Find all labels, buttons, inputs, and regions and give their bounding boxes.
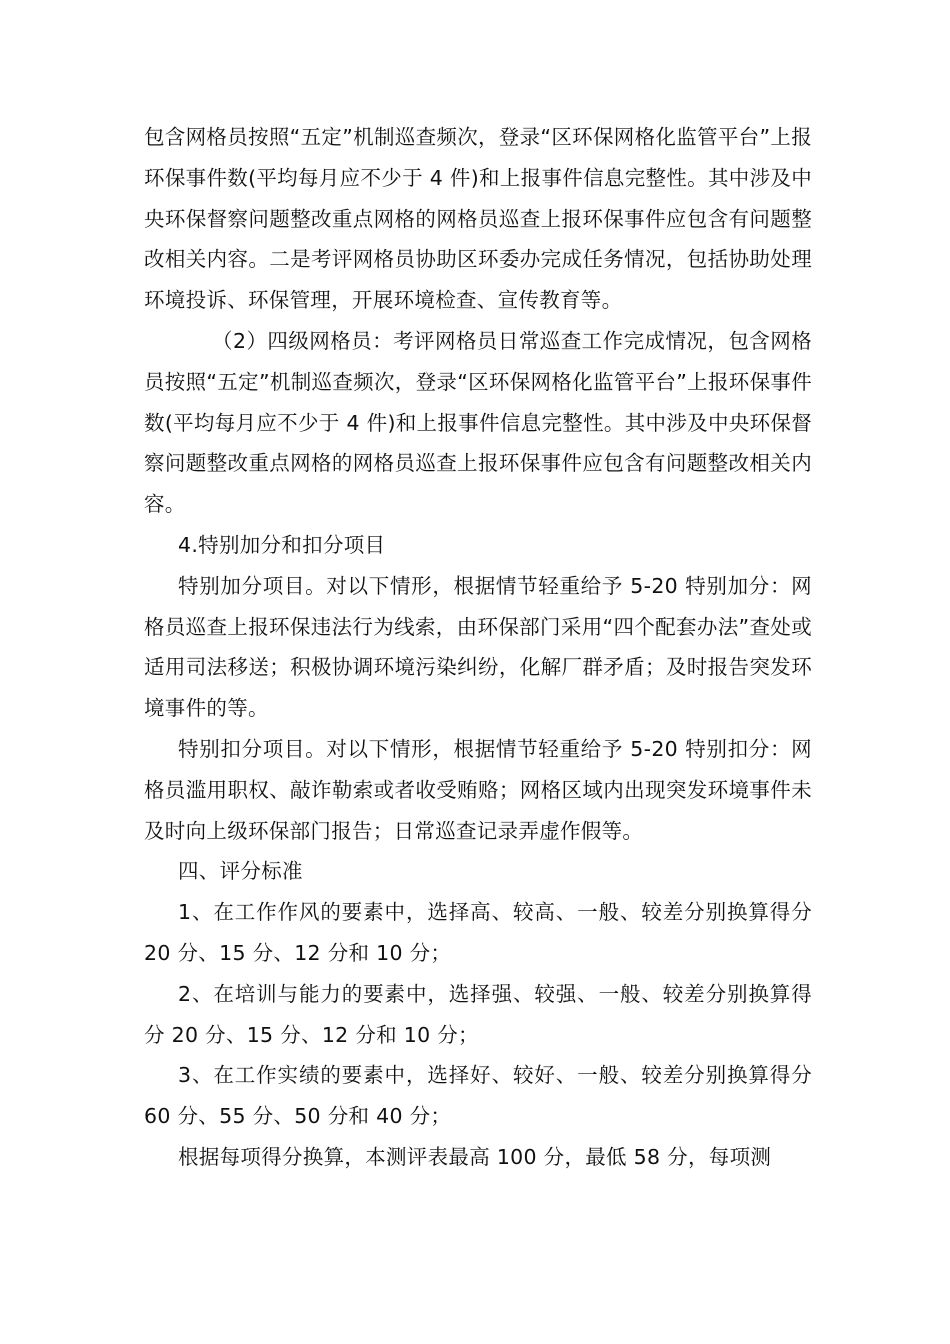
- document-body: [144, 117, 812, 1178]
- paragraph-scoring-3: 3、在工作实绩的要素中，选择好、较好、一般、较差分别换算得分 60 分、55 分、50 分和 40 分；: [144, 1063, 812, 1129]
- paragraph-scoring-2: 2、在培训与能力的要素中，选择强、较强、一般、较差分别换算得分 20 分、15 分、12 分和 10 分；: [144, 981, 812, 1047]
- paragraph-continued-content: 包含网格员按照“五定”机制巡查频次，登录“区环保网格化监管平台”上报环保事件数(平均每月应不少于 4 件)和上报事件信息完整性。其中涉及中央环保督察问题整改重点网格的网格员巡查上报环保事件应包含有问题整改相关内容。二是考评网格员协助区环委办完成任务情况，包括协助处理环境投诉、环保管理，开展环境检查、宣传教育等。: [144, 125, 812, 313]
- paragraph-special-bonus: 特别加分项目。对以下情形，根据情节轻重给予 5-20 特别加分：网格员巡查上报环保违法行为线索，由环保部门采用“四个配套办法”查处或适用司法移送；积极协调环境污染纠纷，化解厂群矛盾；及时报告突发环境事件的等。: [144, 573, 812, 721]
- heading-scoring-standard: 四、评分标准: [178, 859, 303, 884]
- paragraph-level4-gridman: （2）四级网格员：考评网格员日常巡查工作完成情况，包含网格员按照“五定”机制巡查频次，登录“区环保网格化监管平台”上报环保事件数(平均每月应不少于 4 件)和上报事件信息完整性。其中涉及中央环保督察问题整改重点网格的网格员巡查上报环保事件应包含有问题整改相关内容。: [144, 328, 812, 517]
- heading-special-items: 4.特别加分和扣分项目: [178, 532, 386, 557]
- paragraph-special-deduction: 特别扣分项目。对以下情形，根据情节轻重给予 5-20 特别扣分：网格员滥用职权、敲诈勒索或者收受贿赂；网格区域内出现突发环境事件未及时向上级环保部门报告；日常巡查记录弄虚作假等。: [144, 736, 812, 843]
- paragraph-scoring-1: 1、在工作作风的要素中，选择高、较高、一般、较差分别换算得分 20 分、15 分、12 分和 10 分；: [144, 900, 812, 965]
- paragraph-scoring-summary: 根据每项得分换算，本测评表最高 100 分，最低 58 分，每项测: [178, 1144, 772, 1169]
